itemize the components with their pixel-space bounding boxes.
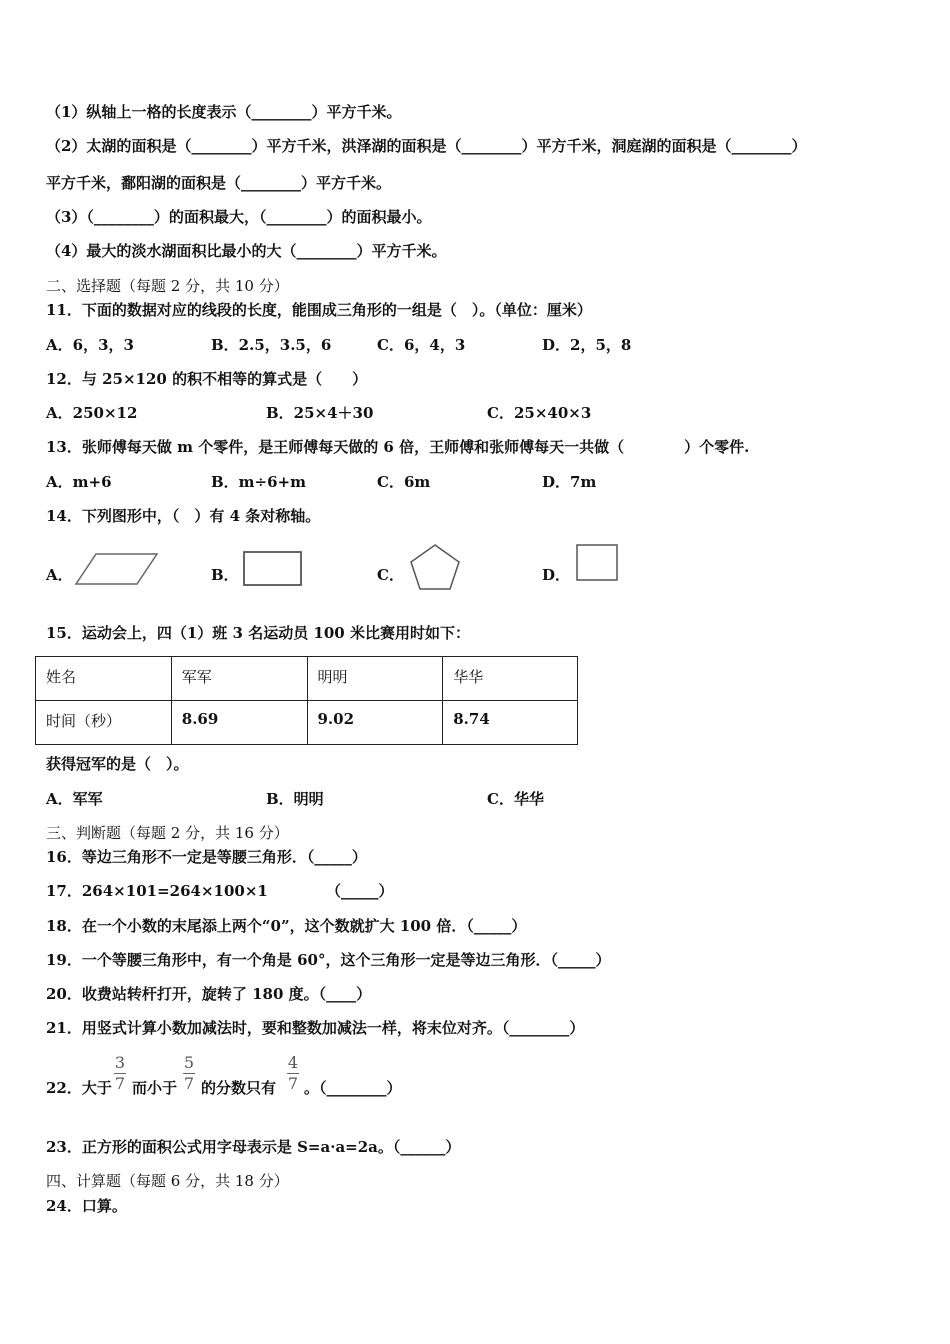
- q22-part3: 的分数只有: [201, 1079, 277, 1097]
- q11-option-d: D．2，5，8: [542, 336, 632, 354]
- table-cell: 8.69: [171, 701, 307, 745]
- q14-option-d-label: D．: [542, 566, 571, 584]
- q15-question: 获得冠军的是（ ）。: [46, 755, 189, 773]
- table-header-cell: 姓名: [36, 657, 172, 701]
- table-row: [36, 657, 578, 701]
- q10-part2: （2）太湖的面积是（________）平方千米，洪泽湖的面积是（________）平方千米，洞庭湖的面积是（________）: [46, 137, 807, 155]
- section-heading-choice: 二、选择题（每题 2 分，共 10 分）: [46, 277, 289, 295]
- q14-stem: 14．下列图形中，（ ）有 4 条对称轴。: [46, 507, 321, 525]
- fraction-denominator: 7: [114, 1074, 126, 1093]
- q15-option-b: B．明明: [266, 790, 324, 808]
- fraction-denominator: 7: [183, 1074, 195, 1093]
- section-heading-judgement: 三、判断题（每题 2 分，共 16 分）: [46, 824, 289, 842]
- q12-stem: 12．与 25×120 的积不相等的算式是（ ）: [46, 370, 368, 388]
- q10-part3: （3）（________）的面积最大，（________）的面积最小。: [46, 208, 432, 226]
- q10-part2-cont: 平方千米，鄱阳湖的面积是（________）平方千米。: [46, 174, 392, 192]
- q15-option-a: A．军军: [46, 790, 103, 808]
- q24: 24．口算。: [46, 1197, 127, 1215]
- q12-option-b: B．25×4＋30: [266, 404, 374, 422]
- q18: 18．在一个小数的末尾添上两个“0”，这个数就扩大 100 倍．（_____）: [46, 917, 527, 935]
- q11-stem: 11．下面的数据对应的线段的长度，能围成三角形的一组是（ ）。（单位：厘米）: [46, 301, 592, 319]
- fraction-numerator: 3: [114, 1053, 126, 1072]
- q13-option-c: C．6m: [377, 473, 431, 491]
- table-cell: 8.74: [443, 701, 578, 745]
- table-header-cell: 明明: [307, 657, 443, 701]
- q20: 20．收费站转杆打开，旋转了 180 度。（____）: [46, 985, 372, 1003]
- q10-part1: （1）纵轴上一格的长度表示（________）平方千米。: [46, 103, 402, 121]
- q11-option-a: A．6，3，3: [46, 336, 134, 354]
- q15-stem: 15．运动会上，四（1）班 3 名运动员 100 米比赛用时如下：: [46, 624, 470, 642]
- q12-option-a: A．250×12: [46, 404, 138, 422]
- fraction-numerator: 5: [183, 1053, 195, 1072]
- rectangle-figure: [242, 550, 304, 588]
- fraction-three-sevenths: [114, 1054, 126, 1093]
- q14-option-a-label: A．: [46, 566, 73, 584]
- q14-option-b-label: B．: [211, 566, 239, 584]
- q21: 21．用竖式计算小数加减法时，要和整数加减法一样，将末位对齐。（________）: [46, 1019, 585, 1037]
- table-cell: 时间（秒）: [36, 701, 172, 745]
- fraction-five-sevenths: [183, 1054, 195, 1093]
- table-cell: 9.02: [307, 701, 443, 745]
- q11-option-c: C．6，4，3: [377, 336, 466, 354]
- fraction-denominator: 7: [287, 1074, 299, 1093]
- q22-part4: 。（________）: [304, 1079, 402, 1097]
- fraction-numerator: 4: [287, 1053, 299, 1072]
- table-header-cell: 华华: [443, 657, 578, 701]
- q12-option-c: C．25×40×3: [487, 404, 592, 422]
- q14-option-c-label: C．: [377, 566, 404, 584]
- pentagon-figure: [408, 543, 462, 591]
- q17-expression: 17．264×101=264×100×1: [46, 882, 268, 900]
- q10-part4: （4）最大的淡水湖面积比最小的大（________）平方千米。: [46, 242, 447, 260]
- q13-option-d: D．7m: [542, 473, 597, 491]
- parallelogram-figure: [74, 551, 160, 587]
- q22-part2: 而小于: [132, 1079, 178, 1097]
- q13-option-a: A．m+6: [46, 473, 112, 491]
- square-figure: [575, 543, 621, 583]
- q22-part1: 22．大于: [46, 1079, 112, 1097]
- q23: 23．正方形的面积公式用字母表示是 S=a·a=2a。（______）: [46, 1138, 461, 1156]
- q16: 16．等边三角形不一定是等腰三角形．（_____）: [46, 848, 367, 866]
- race-times-table: [35, 656, 578, 745]
- fraction-four-sevenths: [287, 1054, 299, 1093]
- section-heading-calculation: 四、计算题（每题 6 分，共 18 分）: [46, 1172, 289, 1190]
- q15-option-c: C．华华: [487, 790, 544, 808]
- q19: 19．一个等腰三角形中，有一个角是 60°，这个三角形一定是等边三角形．（_____）: [46, 951, 611, 969]
- table-row: [36, 701, 578, 745]
- q17-blank: （_____）: [326, 882, 394, 900]
- q11-option-b: B．2.5，3.5，6: [211, 336, 332, 354]
- q13-stem: 13．张师傅每天做 m 个零件，是王师傅每天做的 6 倍，王师傅和张师傅每天一共做（ ）个零件.: [46, 438, 750, 456]
- q13-option-b: B．m÷6+m: [211, 473, 306, 491]
- table-header-cell: 军军: [171, 657, 307, 701]
